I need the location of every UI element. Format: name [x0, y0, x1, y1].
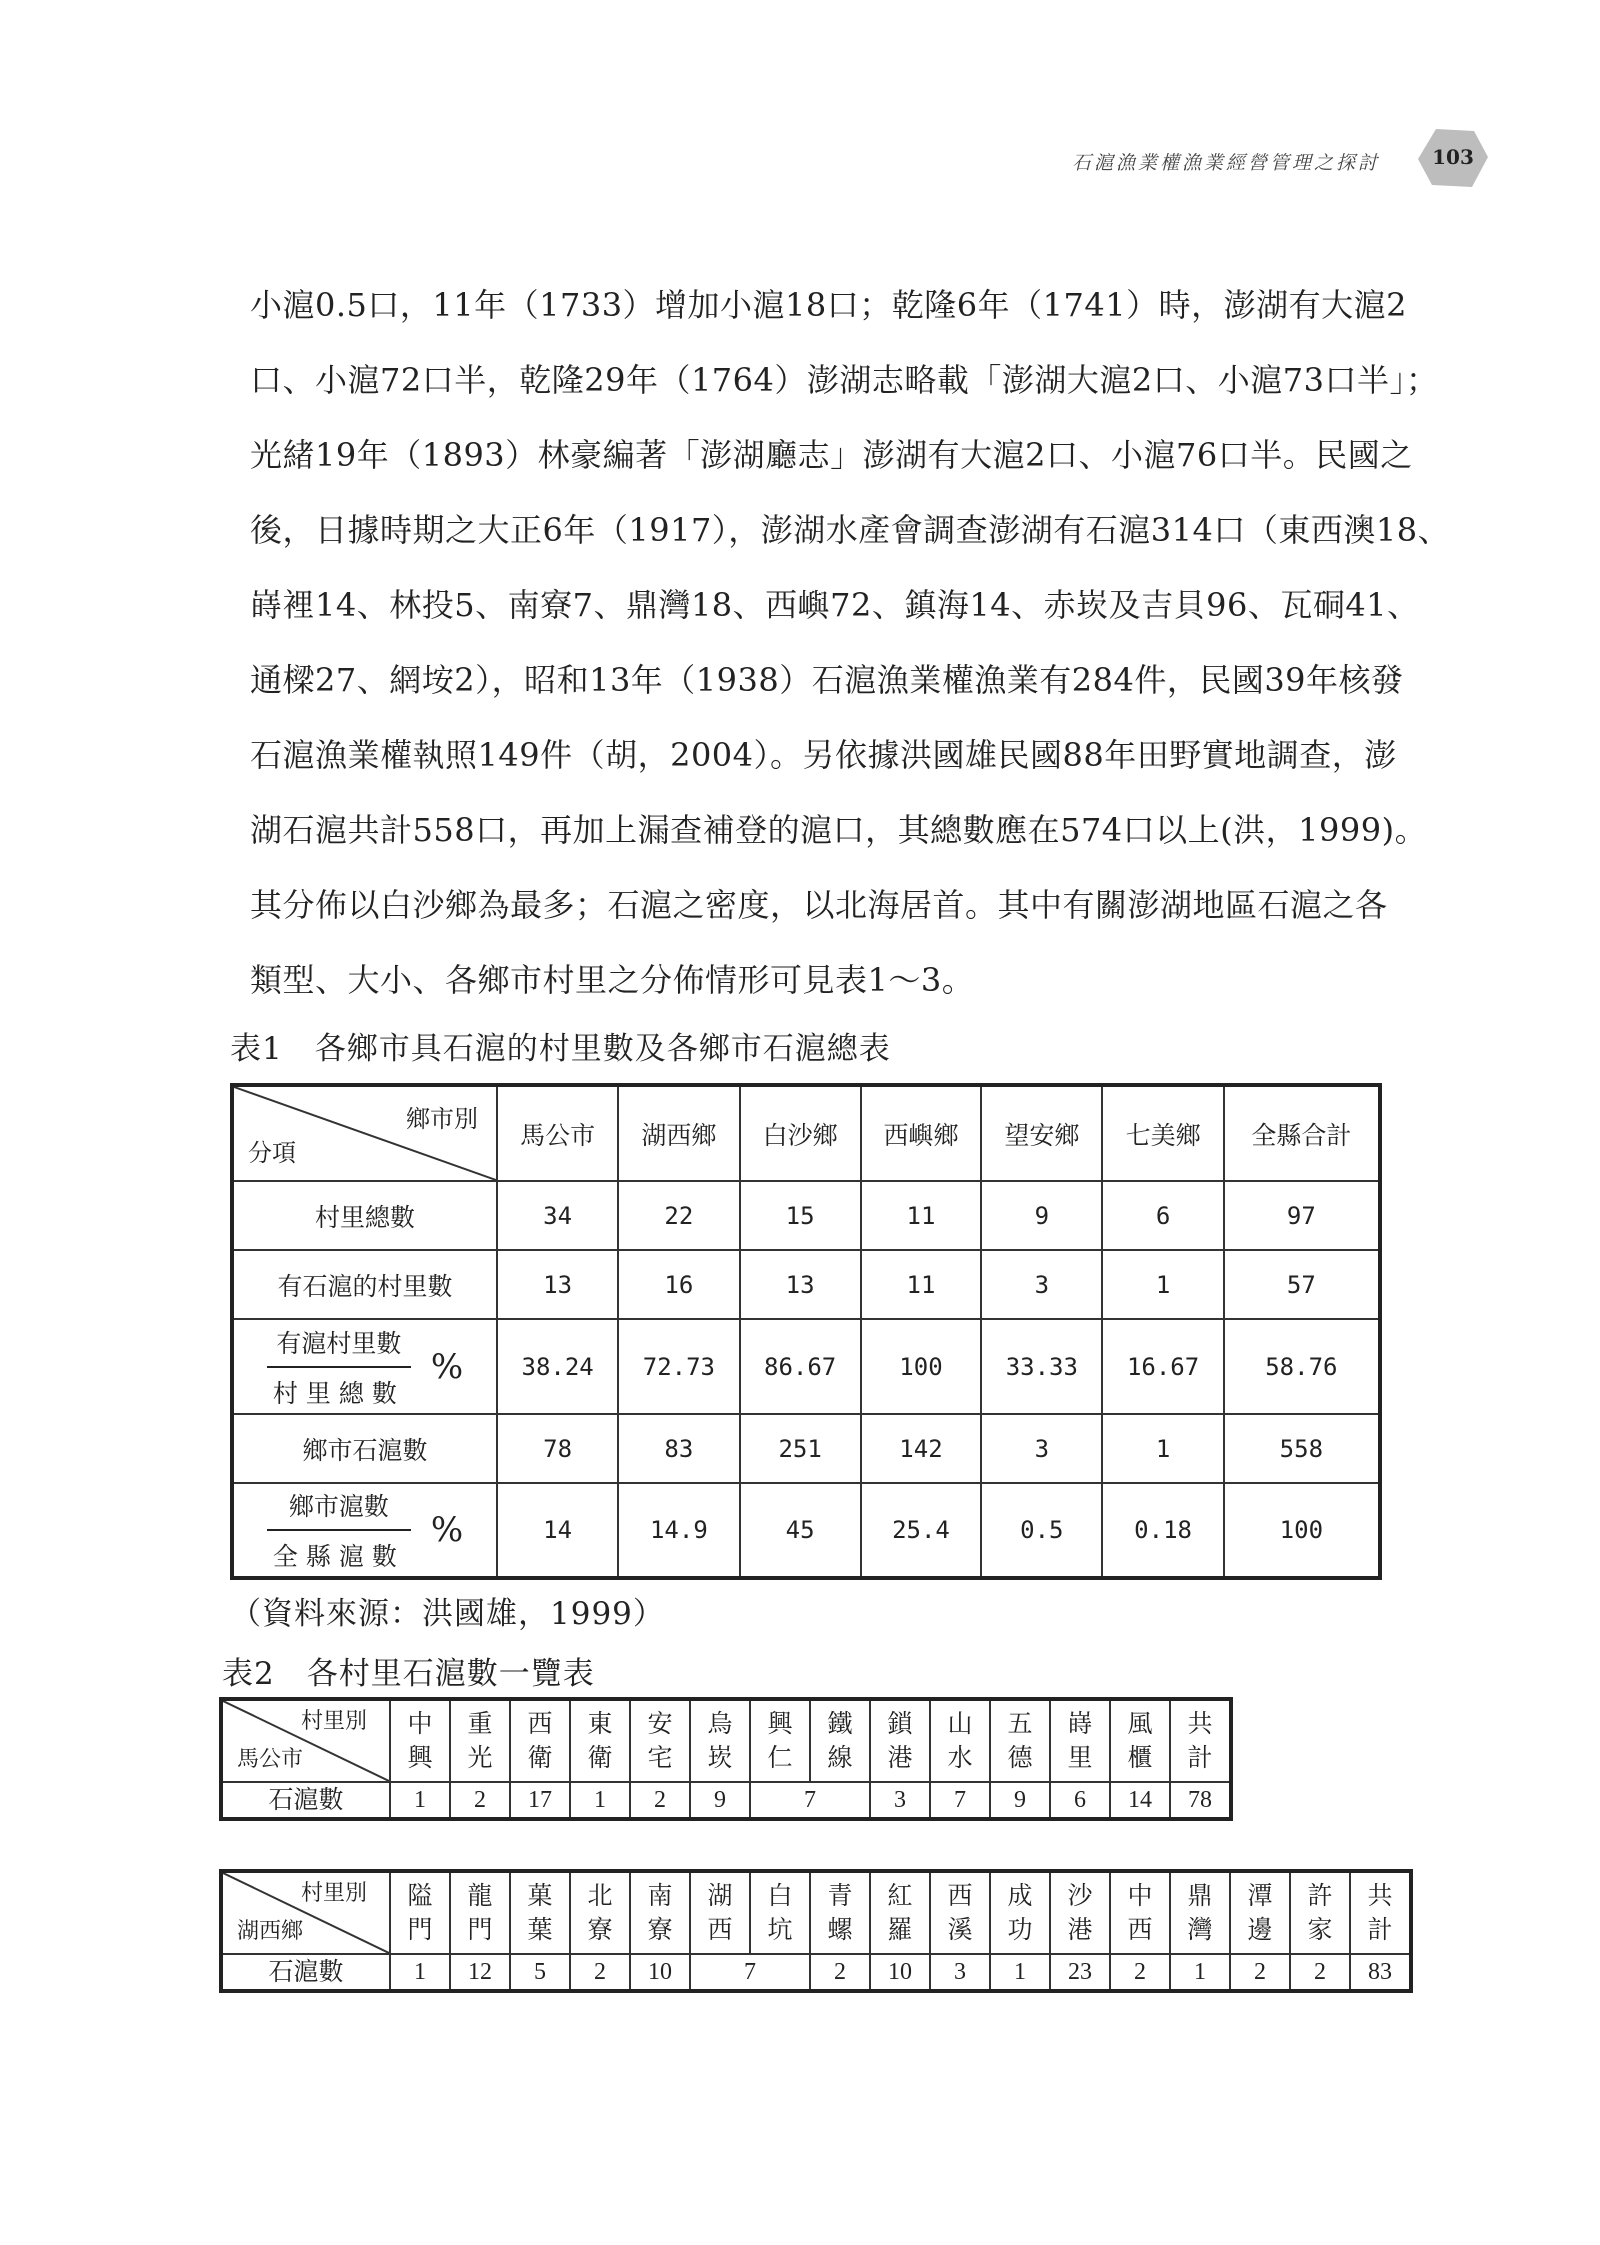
village-header	[630, 1699, 690, 1782]
village-header	[390, 1699, 450, 1782]
village-header	[1350, 1871, 1411, 1954]
village-name-bottom: 水	[947, 1743, 973, 1772]
village-name-top: 鼎	[1187, 1881, 1213, 1911]
village-header	[510, 1871, 570, 1954]
count-cell: 9	[990, 1782, 1050, 1819]
village-header	[990, 1871, 1050, 1954]
table-cell: 13	[497, 1250, 618, 1319]
count-cell: 2	[570, 1954, 630, 1991]
table-cell: 97	[1224, 1181, 1380, 1250]
village-header	[1050, 1699, 1110, 1782]
paragraph-line: 湖石滬共計558口，再加上漏查補登的滬口，其總數應在574口以上(洪，1999)。	[250, 811, 1428, 849]
table-cell: 34	[497, 1181, 618, 1250]
count-cell: 1	[390, 1954, 450, 1991]
village-name-top: 鎖	[887, 1709, 913, 1739]
village-name-bottom: 羅	[887, 1915, 913, 1944]
village-header	[450, 1699, 510, 1782]
count-cell: 1	[990, 1954, 1050, 1991]
village-name-top: 許	[1307, 1881, 1333, 1911]
count-cell: 3	[870, 1782, 930, 1819]
column-header: 馬公市	[497, 1085, 618, 1181]
count-cell: 7	[690, 1954, 810, 1991]
count-cell: 2	[1290, 1954, 1350, 1991]
row-label-fraction	[232, 1483, 497, 1578]
village-header	[570, 1871, 630, 1954]
table-row	[232, 1181, 1380, 1250]
table-cell: 1	[1102, 1250, 1223, 1319]
village-header	[1170, 1871, 1230, 1954]
count-cell: 23	[1050, 1954, 1110, 1991]
table-cell: 15	[740, 1181, 861, 1250]
fraction-denominator: 村里總數	[272, 1378, 405, 1408]
table-cell: 22	[618, 1181, 739, 1250]
village-name-top: 湖	[707, 1881, 733, 1911]
column-header: 西嶼鄉	[861, 1085, 981, 1181]
table2-caption: 表2 各村里石滬數一覽表	[222, 1656, 595, 1692]
count-cell: 2	[1110, 1954, 1170, 1991]
table2b-corner-cell	[221, 1871, 390, 1954]
table-cell: 100	[1224, 1483, 1380, 1578]
count-cell: 83	[1350, 1954, 1411, 1991]
village-name-top: 五	[1007, 1709, 1033, 1739]
village-name-bottom: 葉	[527, 1915, 553, 1944]
corner-header-top: 村里別	[300, 1709, 367, 1734]
paragraph-line: 類型、大小、各鄉市村里之分佈情形可見表1～3。	[250, 961, 975, 999]
village-name-bottom: 西	[1127, 1915, 1153, 1944]
table-cell: 100	[861, 1319, 981, 1414]
table-cell: 13	[740, 1250, 861, 1319]
village-name-bottom: 宅	[647, 1743, 673, 1772]
village-name-bottom: 光	[467, 1743, 493, 1772]
corner-header-top: 村里別	[300, 1881, 367, 1906]
village-name-bottom: 計	[1187, 1743, 1213, 1772]
table1	[230, 1083, 1382, 1580]
table-cell: 11	[861, 1250, 981, 1319]
village-header	[990, 1699, 1050, 1782]
village-name-top: 潭	[1247, 1881, 1273, 1911]
column-header: 望安鄉	[981, 1085, 1102, 1181]
count-cell: 7	[930, 1782, 990, 1819]
row-label: 石滬數	[221, 1782, 390, 1819]
village-name-bottom: 線	[827, 1743, 853, 1772]
percent-sign: %	[430, 1510, 464, 1550]
village-header	[450, 1871, 510, 1954]
row-label: 石滬數	[221, 1954, 390, 1991]
village-header	[870, 1871, 930, 1954]
village-name-top: 紅	[887, 1881, 913, 1911]
table-cell: 251	[740, 1414, 861, 1483]
village-name-top: 西	[947, 1881, 973, 1911]
table-cell: 3	[981, 1414, 1102, 1483]
table-row	[232, 1250, 1380, 1319]
village-header	[1110, 1871, 1170, 1954]
village-name-top: 白	[767, 1881, 793, 1911]
village-header	[630, 1871, 690, 1954]
village-name-bottom: 螺	[827, 1915, 853, 1944]
table2-magong	[219, 1697, 1233, 1821]
table-row	[232, 1319, 1380, 1414]
paragraph-line: 其分佈以白沙鄉為最多；石滬之密度，以北海居首。其中有關澎湖地區石滬之各	[250, 886, 1388, 924]
paragraph-line: 後，日據時期之大正6年（1917），澎湖水產會調查澎湖有石滬314口（東西澳18、	[250, 511, 1451, 549]
table-cell: 142	[861, 1414, 981, 1483]
percent-sign: %	[430, 1346, 464, 1387]
village-header	[930, 1871, 990, 1954]
table1-source: （資料來源：洪國雄，1999）	[230, 1596, 665, 1632]
count-cell: 1	[390, 1782, 450, 1819]
table-cell: 83	[618, 1414, 739, 1483]
village-header	[1050, 1871, 1110, 1954]
table-row	[232, 1483, 1380, 1578]
village-name-top: 菓	[527, 1881, 553, 1911]
village-name-top: 共	[1187, 1709, 1213, 1739]
village-name-bottom: 門	[407, 1915, 433, 1944]
village-header	[1110, 1699, 1170, 1782]
page-number: 103	[1432, 145, 1474, 169]
corner-header-bottom: 分項	[248, 1139, 296, 1167]
village-header	[810, 1871, 870, 1954]
village-name-top: 沙	[1067, 1881, 1093, 1911]
table-cell: 0.18	[1102, 1483, 1223, 1578]
count-cell: 5	[510, 1954, 570, 1991]
paragraph-line: 口、小滬72口半，乾隆29年（1764）澎湖志略載「澎湖大滬2口、小滬73口半」；	[250, 361, 1439, 399]
count-cell: 6	[1050, 1782, 1110, 1819]
count-cell: 2	[450, 1782, 510, 1819]
column-header: 七美鄉	[1102, 1085, 1223, 1181]
village-name-top: 隘	[407, 1881, 433, 1911]
table-cell: 558	[1224, 1414, 1380, 1483]
village-name-top: 興	[767, 1709, 793, 1739]
village-name-bottom: 德	[1007, 1743, 1033, 1772]
village-name-top: 東	[587, 1709, 613, 1739]
count-cell: 2	[1230, 1954, 1290, 1991]
paragraph-line: 嵵裡14、林投5、南寮7、鼎灣18、西嶼72、鎮海14、赤崁及吉貝96、瓦硐41、	[250, 586, 1420, 624]
table-cell: 16	[618, 1250, 739, 1319]
count-cell: 1	[570, 1782, 630, 1819]
village-header	[1290, 1871, 1350, 1954]
column-header: 全縣合計	[1224, 1085, 1380, 1181]
row-label: 村里總數	[232, 1181, 497, 1250]
table-cell: 58.76	[1224, 1319, 1380, 1414]
village-name-bottom: 里	[1067, 1743, 1093, 1772]
corner-header-bottom: 馬公市	[237, 1747, 304, 1773]
village-name-top: 嵵	[1067, 1709, 1093, 1739]
table-row	[232, 1414, 1380, 1483]
village-name-top: 北	[587, 1881, 613, 1911]
village-name-top: 龍	[467, 1881, 493, 1911]
count-cell: 2	[810, 1954, 870, 1991]
column-header: 湖西鄉	[618, 1085, 739, 1181]
table2a-corner-cell	[221, 1699, 390, 1782]
count-cell: 3	[930, 1954, 990, 1991]
village-header	[810, 1699, 870, 1782]
page-number-badge	[1418, 127, 1488, 189]
village-header	[1170, 1699, 1231, 1782]
paragraph-line: 光緒19年（1893）林豪編著「澎湖廳志」澎湖有大滬2口、小滬76口半。民國之	[250, 436, 1413, 474]
table-cell: 38.24	[497, 1319, 618, 1414]
table-cell: 11	[861, 1181, 981, 1250]
table-cell: 57	[1224, 1250, 1380, 1319]
village-name-bottom: 溪	[947, 1915, 973, 1944]
fraction-denominator: 全縣滬數	[272, 1542, 405, 1571]
row-label-fraction	[232, 1319, 497, 1414]
village-header	[750, 1871, 810, 1954]
count-cell: 7	[750, 1782, 870, 1819]
body-paragraph	[250, 268, 1451, 1018]
running-header-title: 石滬漁業權漁業經營管理之探討	[1071, 152, 1380, 174]
village-header	[1230, 1871, 1290, 1954]
village-name-bottom: 門	[467, 1915, 493, 1944]
count-cell: 17	[510, 1782, 570, 1819]
table-cell: 14.9	[618, 1483, 739, 1578]
table2-huxi	[219, 1869, 1413, 1993]
village-header	[870, 1699, 930, 1782]
row-label: 鄉市石滬數	[232, 1414, 497, 1483]
village-name-top: 安	[647, 1709, 673, 1739]
table-cell: 72.73	[618, 1319, 739, 1414]
count-cell: 10	[630, 1954, 690, 1991]
village-name-top: 重	[467, 1709, 493, 1739]
paragraph-line: 小滬0.5口，11年（1733）增加小滬18口；乾隆6年（1741）時，澎湖有大滬2	[250, 286, 1407, 324]
count-cell: 14	[1110, 1782, 1170, 1819]
village-name-top: 鐵	[827, 1709, 853, 1739]
count-cell: 78	[1170, 1782, 1231, 1819]
count-cell: 2	[630, 1782, 690, 1819]
column-header: 白沙鄉	[740, 1085, 861, 1181]
village-header	[930, 1699, 990, 1782]
village-name-top: 風	[1127, 1709, 1153, 1739]
village-name-bottom: 興	[407, 1743, 433, 1772]
village-header	[390, 1871, 450, 1954]
paragraph-line: 石滬漁業權執照149件（胡，2004）。另依據洪國雄民國88年田野實地調查，澎	[250, 736, 1397, 774]
corner-header-bottom: 湖西鄉	[237, 1919, 304, 1945]
table1-corner-cell	[232, 1085, 497, 1181]
village-name-top: 中	[1127, 1881, 1153, 1911]
village-name-top: 中	[407, 1709, 433, 1739]
village-header	[570, 1699, 630, 1782]
table-cell: 14	[497, 1483, 618, 1578]
village-name-top: 成	[1007, 1881, 1033, 1911]
village-name-top: 西	[527, 1709, 553, 1739]
village-name-bottom: 計	[1367, 1915, 1393, 1944]
table-cell: 1	[1102, 1414, 1223, 1483]
village-name-bottom: 灣	[1187, 1915, 1213, 1944]
village-name-bottom: 衛	[587, 1743, 613, 1772]
village-name-bottom: 西	[707, 1915, 733, 1944]
table-cell: 25.4	[861, 1483, 981, 1578]
fraction-numerator: 鄉市滬數	[267, 1487, 411, 1531]
corner-header-top: 鄉市別	[406, 1105, 478, 1133]
village-name-bottom: 坑	[767, 1915, 793, 1944]
village-name-bottom: 家	[1307, 1915, 1333, 1944]
village-header	[690, 1871, 750, 1954]
village-name-bottom: 崁	[707, 1743, 733, 1772]
count-cell: 9	[690, 1782, 750, 1819]
count-cell: 1	[1170, 1954, 1230, 1991]
table-cell: 86.67	[740, 1319, 861, 1414]
table-cell: 16.67	[1102, 1319, 1223, 1414]
table-cell: 33.33	[981, 1319, 1102, 1414]
row-label: 有石滬的村里數	[232, 1250, 497, 1319]
village-name-top: 山	[947, 1709, 973, 1739]
fraction	[267, 1487, 411, 1573]
fraction	[267, 1324, 411, 1410]
fraction-numerator: 有滬村里數	[267, 1324, 411, 1368]
table-cell: 78	[497, 1414, 618, 1483]
village-name-bottom: 港	[887, 1743, 913, 1772]
village-name-bottom: 仁	[767, 1743, 793, 1772]
table-cell: 45	[740, 1483, 861, 1578]
table-cell: 0.5	[981, 1483, 1102, 1578]
village-header	[510, 1699, 570, 1782]
village-name-bottom: 邊	[1247, 1915, 1273, 1944]
village-name-bottom: 衛	[527, 1743, 553, 1772]
table1-caption: 表1 各鄉市具石滬的村里數及各鄉市石滬總表	[230, 1031, 891, 1067]
village-header	[750, 1699, 810, 1782]
village-name-top: 共	[1367, 1881, 1393, 1911]
village-name-top: 南	[647, 1881, 673, 1911]
count-cell: 12	[450, 1954, 510, 1991]
village-name-bottom: 港	[1067, 1915, 1093, 1944]
paragraph-line: 通樑27、網垵2），昭和13年（1938）石滬漁業權漁業有284件，民國39年核發	[250, 661, 1404, 699]
village-name-bottom: 櫃	[1127, 1743, 1153, 1772]
table-cell: 6	[1102, 1181, 1223, 1250]
table-cell: 9	[981, 1181, 1102, 1250]
village-name-bottom: 寮	[587, 1915, 613, 1944]
table-cell: 3	[981, 1250, 1102, 1319]
village-name-bottom: 寮	[647, 1915, 673, 1944]
village-name-bottom: 功	[1007, 1915, 1033, 1944]
village-name-top: 青	[827, 1881, 853, 1911]
village-header	[690, 1699, 750, 1782]
count-cell: 10	[870, 1954, 930, 1991]
village-name-top: 烏	[707, 1709, 733, 1739]
